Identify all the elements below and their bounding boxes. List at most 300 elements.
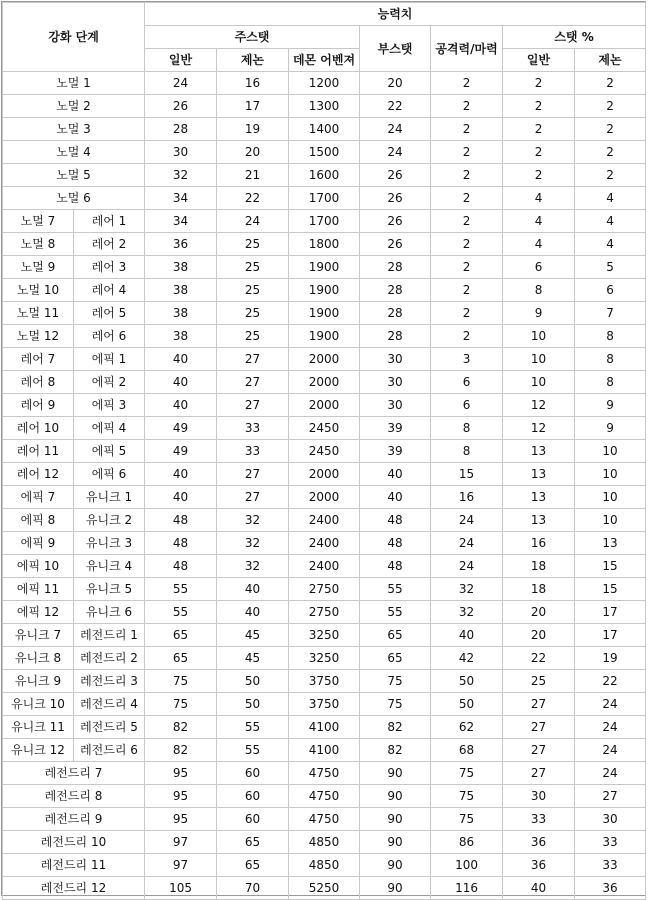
value-cell-main-da: 3750 (289, 693, 360, 716)
value-cell-sub: 40 (360, 463, 431, 486)
value-cell-main-da: 2450 (289, 417, 360, 440)
value-cell-main-xenon: 24 (217, 210, 289, 233)
table-row (3, 348, 646, 371)
value-cell-main-da: 1700 (289, 187, 360, 210)
value-cell-main-xenon: 50 (217, 693, 289, 716)
value-cell-atk: 116 (431, 877, 503, 900)
value-cell-main-xenon: 16 (217, 72, 289, 95)
value-cell-main-da: 1500 (289, 141, 360, 164)
value-cell-main-xenon: 60 (217, 762, 289, 785)
value-cell-main-da: 2000 (289, 371, 360, 394)
value-cell-atk: 50 (431, 693, 503, 716)
value-cell-sub: 90 (360, 762, 431, 785)
value-cell-main-normal: 49 (145, 440, 217, 463)
header-main-stat: 주스탯 (145, 26, 360, 49)
stage-to-cell: 에픽 5 (74, 440, 145, 463)
stage-from-cell: 레어 7 (3, 348, 74, 371)
value-cell-atk: 2 (431, 164, 503, 187)
value-cell-main-normal: 34 (145, 210, 217, 233)
table-row (3, 302, 646, 325)
stage-to-cell: 유니크 1 (74, 486, 145, 509)
value-cell-main-da: 4850 (289, 831, 360, 854)
value-cell-main-xenon: 17 (217, 95, 289, 118)
value-cell-pct-xenon: 10 (575, 440, 646, 463)
stage-to-cell: 레전드리 5 (74, 716, 145, 739)
stage-cell: 레전드리 7 (3, 762, 145, 785)
stage-from-cell: 레어 12 (3, 463, 74, 486)
value-cell-atk: 6 (431, 371, 503, 394)
stage-from-cell: 에픽 7 (3, 486, 74, 509)
value-cell-main-xenon: 27 (217, 463, 289, 486)
value-cell-main-xenon: 50 (217, 670, 289, 693)
value-cell-pct-xenon: 4 (575, 210, 646, 233)
value-cell-atk: 2 (431, 210, 503, 233)
value-cell-atk: 100 (431, 854, 503, 877)
value-cell-main-da: 4750 (289, 785, 360, 808)
value-cell-sub: 26 (360, 210, 431, 233)
stage-to-cell: 유니크 6 (74, 601, 145, 624)
value-cell-sub: 55 (360, 601, 431, 624)
value-cell-main-normal: 40 (145, 348, 217, 371)
value-cell-main-normal: 48 (145, 509, 217, 532)
value-cell-atk: 2 (431, 325, 503, 348)
value-cell-pct-normal: 16 (503, 532, 575, 555)
value-cell-main-normal: 65 (145, 624, 217, 647)
value-cell-atk: 75 (431, 785, 503, 808)
stage-to-cell: 레전드리 6 (74, 739, 145, 762)
value-cell-main-xenon: 25 (217, 256, 289, 279)
value-cell-main-normal: 34 (145, 187, 217, 210)
value-cell-main-normal: 97 (145, 854, 217, 877)
value-cell-main-da: 4750 (289, 762, 360, 785)
table-row (3, 762, 646, 785)
table-row (3, 440, 646, 463)
stage-to-cell: 레어 4 (74, 279, 145, 302)
value-cell-main-xenon: 40 (217, 601, 289, 624)
value-cell-main-da: 1300 (289, 95, 360, 118)
value-cell-pct-normal: 2 (503, 141, 575, 164)
value-cell-pct-normal: 33 (503, 808, 575, 831)
value-cell-main-normal: 30 (145, 141, 217, 164)
value-cell-sub: 28 (360, 302, 431, 325)
value-cell-main-da: 2000 (289, 486, 360, 509)
value-cell-main-da: 4750 (289, 808, 360, 831)
table-row (3, 739, 646, 762)
value-cell-main-xenon: 55 (217, 716, 289, 739)
value-cell-main-xenon: 25 (217, 233, 289, 256)
value-cell-pct-xenon: 4 (575, 187, 646, 210)
value-cell-main-normal: 97 (145, 831, 217, 854)
value-cell-sub: 39 (360, 417, 431, 440)
stage-from-cell: 유니크 12 (3, 739, 74, 762)
table-row (3, 785, 646, 808)
value-cell-pct-xenon: 2 (575, 118, 646, 141)
table-row (3, 601, 646, 624)
value-cell-pct-xenon: 36 (575, 877, 646, 900)
stage-from-cell: 노멀 12 (3, 325, 74, 348)
value-cell-main-xenon: 20 (217, 141, 289, 164)
value-cell-pct-xenon: 27 (575, 785, 646, 808)
value-cell-pct-normal: 36 (503, 831, 575, 854)
table-row (3, 647, 646, 670)
value-cell-pct-normal: 13 (503, 463, 575, 486)
value-cell-pct-xenon: 24 (575, 693, 646, 716)
stage-cell: 노멀 3 (3, 118, 145, 141)
value-cell-main-normal: 82 (145, 716, 217, 739)
value-cell-pct-normal: 2 (503, 164, 575, 187)
table-row (3, 670, 646, 693)
value-cell-main-xenon: 25 (217, 302, 289, 325)
value-cell-pct-xenon: 33 (575, 854, 646, 877)
table-row (3, 141, 646, 164)
stage-cell: 레전드리 12 (3, 877, 145, 900)
header-stat-pct: 스탯 % (503, 26, 646, 49)
stage-from-cell: 에픽 9 (3, 532, 74, 555)
value-cell-main-da: 3250 (289, 647, 360, 670)
value-cell-pct-normal: 18 (503, 555, 575, 578)
table-row (3, 256, 646, 279)
value-cell-pct-normal: 2 (503, 118, 575, 141)
value-cell-atk: 24 (431, 555, 503, 578)
value-cell-pct-normal: 36 (503, 854, 575, 877)
value-cell-main-xenon: 25 (217, 279, 289, 302)
stage-to-cell: 에픽 2 (74, 371, 145, 394)
value-cell-main-da: 1900 (289, 279, 360, 302)
value-cell-atk: 2 (431, 141, 503, 164)
stage-to-cell: 에픽 6 (74, 463, 145, 486)
value-cell-sub: 90 (360, 877, 431, 900)
value-cell-sub: 22 (360, 95, 431, 118)
value-cell-main-xenon: 70 (217, 877, 289, 900)
value-cell-pct-xenon: 13 (575, 532, 646, 555)
value-cell-pct-normal: 10 (503, 371, 575, 394)
value-cell-atk: 6 (431, 394, 503, 417)
header-main-xenon: 제논 (217, 49, 289, 72)
stage-from-cell: 노멀 7 (3, 210, 74, 233)
value-cell-main-normal: 40 (145, 486, 217, 509)
value-cell-pct-normal: 20 (503, 624, 575, 647)
value-cell-sub: 24 (360, 141, 431, 164)
value-cell-atk: 15 (431, 463, 503, 486)
header-main-normal: 일반 (145, 49, 217, 72)
value-cell-sub: 28 (360, 279, 431, 302)
value-cell-sub: 30 (360, 394, 431, 417)
value-cell-sub: 28 (360, 325, 431, 348)
value-cell-atk: 2 (431, 279, 503, 302)
value-cell-pct-normal: 9 (503, 302, 575, 325)
value-cell-pct-xenon: 2 (575, 95, 646, 118)
value-cell-main-normal: 75 (145, 693, 217, 716)
value-cell-pct-xenon: 17 (575, 624, 646, 647)
value-cell-pct-normal: 27 (503, 716, 575, 739)
value-cell-main-da: 2400 (289, 532, 360, 555)
stage-cell: 노멀 1 (3, 72, 145, 95)
value-cell-sub: 48 (360, 509, 431, 532)
value-cell-pct-normal: 10 (503, 348, 575, 371)
value-cell-main-normal: 55 (145, 578, 217, 601)
value-cell-main-normal: 105 (145, 877, 217, 900)
value-cell-atk: 2 (431, 118, 503, 141)
table-row (3, 394, 646, 417)
stage-from-cell: 유니크 10 (3, 693, 74, 716)
header-pct-normal: 일반 (503, 49, 575, 72)
value-cell-sub: 82 (360, 739, 431, 762)
value-cell-main-da: 4100 (289, 739, 360, 762)
value-cell-pct-normal: 27 (503, 693, 575, 716)
stage-cell: 레전드리 9 (3, 808, 145, 831)
value-cell-atk: 32 (431, 601, 503, 624)
value-cell-main-xenon: 27 (217, 394, 289, 417)
value-cell-pct-xenon: 2 (575, 164, 646, 187)
stage-from-cell: 레어 10 (3, 417, 74, 440)
stage-cell: 노멀 5 (3, 164, 145, 187)
stage-from-cell: 유니크 9 (3, 670, 74, 693)
value-cell-pct-xenon: 7 (575, 302, 646, 325)
value-cell-main-da: 2450 (289, 440, 360, 463)
header-atk-mag: 공격력/마력 (431, 26, 503, 72)
value-cell-main-xenon: 65 (217, 854, 289, 877)
header-ability: 능력치 (145, 3, 646, 26)
value-cell-sub: 90 (360, 785, 431, 808)
stage-to-cell: 에픽 3 (74, 394, 145, 417)
value-cell-atk: 2 (431, 302, 503, 325)
value-cell-main-xenon: 33 (217, 417, 289, 440)
value-cell-main-normal: 65 (145, 647, 217, 670)
table-row (3, 532, 646, 555)
stage-from-cell: 레어 9 (3, 394, 74, 417)
value-cell-sub: 39 (360, 440, 431, 463)
value-cell-main-normal: 95 (145, 785, 217, 808)
stage-to-cell: 유니크 3 (74, 532, 145, 555)
table-row (3, 72, 646, 95)
value-cell-sub: 48 (360, 555, 431, 578)
value-cell-pct-xenon: 30 (575, 808, 646, 831)
value-cell-main-da: 2000 (289, 394, 360, 417)
stage-cell: 노멀 4 (3, 141, 145, 164)
value-cell-pct-xenon: 15 (575, 555, 646, 578)
value-cell-pct-xenon: 24 (575, 716, 646, 739)
value-cell-pct-normal: 4 (503, 187, 575, 210)
value-cell-sub: 30 (360, 348, 431, 371)
table-row (3, 578, 646, 601)
value-cell-main-normal: 38 (145, 325, 217, 348)
value-cell-pct-xenon: 6 (575, 279, 646, 302)
value-cell-main-xenon: 32 (217, 509, 289, 532)
table-row (3, 624, 646, 647)
value-cell-main-da: 1700 (289, 210, 360, 233)
value-cell-sub: 55 (360, 578, 431, 601)
value-cell-atk: 50 (431, 670, 503, 693)
table-row (3, 463, 646, 486)
value-cell-sub: 26 (360, 233, 431, 256)
value-cell-sub: 20 (360, 72, 431, 95)
stage-to-cell: 레전드리 1 (74, 624, 145, 647)
stage-from-cell: 에픽 10 (3, 555, 74, 578)
value-cell-main-da: 2400 (289, 555, 360, 578)
table-row (3, 164, 646, 187)
value-cell-sub: 65 (360, 624, 431, 647)
value-cell-main-da: 2000 (289, 348, 360, 371)
value-cell-pct-normal: 4 (503, 233, 575, 256)
value-cell-pct-normal: 27 (503, 739, 575, 762)
value-cell-pct-normal: 22 (503, 647, 575, 670)
value-cell-pct-xenon: 22 (575, 670, 646, 693)
value-cell-atk: 68 (431, 739, 503, 762)
value-cell-main-da: 4100 (289, 716, 360, 739)
value-cell-pct-normal: 6 (503, 256, 575, 279)
value-cell-pct-xenon: 2 (575, 141, 646, 164)
value-cell-atk: 75 (431, 762, 503, 785)
value-cell-main-da: 1900 (289, 325, 360, 348)
value-cell-pct-xenon: 33 (575, 831, 646, 854)
value-cell-pct-xenon: 15 (575, 578, 646, 601)
value-cell-sub: 90 (360, 808, 431, 831)
stage-to-cell: 레어 5 (74, 302, 145, 325)
value-cell-main-normal: 48 (145, 555, 217, 578)
value-cell-pct-xenon: 2 (575, 72, 646, 95)
value-cell-main-da: 2750 (289, 601, 360, 624)
value-cell-main-xenon: 27 (217, 371, 289, 394)
value-cell-main-normal: 49 (145, 417, 217, 440)
value-cell-pct-normal: 20 (503, 601, 575, 624)
value-cell-atk: 86 (431, 831, 503, 854)
value-cell-atk: 8 (431, 440, 503, 463)
value-cell-pct-normal: 12 (503, 394, 575, 417)
value-cell-main-normal: 40 (145, 371, 217, 394)
value-cell-pct-xenon: 24 (575, 739, 646, 762)
table-row (3, 95, 646, 118)
value-cell-pct-normal: 2 (503, 95, 575, 118)
value-cell-main-normal: 95 (145, 762, 217, 785)
value-cell-main-xenon: 19 (217, 118, 289, 141)
value-cell-atk: 32 (431, 578, 503, 601)
value-cell-atk: 8 (431, 417, 503, 440)
value-cell-atk: 62 (431, 716, 503, 739)
table-row (3, 187, 646, 210)
stage-from-cell: 노멀 9 (3, 256, 74, 279)
value-cell-main-da: 1900 (289, 256, 360, 279)
value-cell-main-da: 1400 (289, 118, 360, 141)
table-row (3, 555, 646, 578)
table-row (3, 417, 646, 440)
value-cell-pct-xenon: 8 (575, 348, 646, 371)
value-cell-atk: 24 (431, 509, 503, 532)
table-row (3, 808, 646, 831)
value-cell-pct-xenon: 17 (575, 601, 646, 624)
value-cell-main-xenon: 55 (217, 739, 289, 762)
value-cell-pct-normal: 13 (503, 440, 575, 463)
value-cell-pct-xenon: 8 (575, 371, 646, 394)
stage-to-cell: 레전드리 4 (74, 693, 145, 716)
value-cell-sub: 75 (360, 670, 431, 693)
value-cell-main-xenon: 45 (217, 624, 289, 647)
stage-from-cell: 노멀 10 (3, 279, 74, 302)
table-row (3, 210, 646, 233)
value-cell-sub: 30 (360, 371, 431, 394)
stage-to-cell: 레전드리 2 (74, 647, 145, 670)
value-cell-pct-normal: 2 (503, 72, 575, 95)
value-cell-main-xenon: 21 (217, 164, 289, 187)
value-cell-main-xenon: 25 (217, 325, 289, 348)
stage-to-cell: 유니크 5 (74, 578, 145, 601)
value-cell-pct-xenon: 19 (575, 647, 646, 670)
value-cell-main-normal: 95 (145, 808, 217, 831)
value-cell-main-xenon: 22 (217, 187, 289, 210)
value-cell-pct-normal: 27 (503, 762, 575, 785)
value-cell-pct-xenon: 24 (575, 762, 646, 785)
value-cell-pct-normal: 4 (503, 210, 575, 233)
stage-from-cell: 레어 11 (3, 440, 74, 463)
value-cell-pct-xenon: 5 (575, 256, 646, 279)
value-cell-main-normal: 38 (145, 256, 217, 279)
stage-cell: 레전드리 10 (3, 831, 145, 854)
stage-from-cell: 에픽 12 (3, 601, 74, 624)
table-row (3, 233, 646, 256)
value-cell-pct-xenon: 10 (575, 463, 646, 486)
stage-to-cell: 레어 2 (74, 233, 145, 256)
header-main-demon-avenger: 데몬 어벤져 (289, 49, 360, 72)
table-row (3, 509, 646, 532)
value-cell-sub: 40 (360, 486, 431, 509)
value-cell-atk: 2 (431, 233, 503, 256)
value-cell-atk: 3 (431, 348, 503, 371)
value-cell-main-xenon: 45 (217, 647, 289, 670)
value-cell-main-normal: 82 (145, 739, 217, 762)
stage-to-cell: 레전드리 3 (74, 670, 145, 693)
table-row (3, 831, 646, 854)
value-cell-sub: 82 (360, 716, 431, 739)
value-cell-pct-normal: 13 (503, 486, 575, 509)
value-cell-sub: 65 (360, 647, 431, 670)
value-cell-main-normal: 40 (145, 394, 217, 417)
value-cell-main-da: 1200 (289, 72, 360, 95)
value-cell-pct-normal: 8 (503, 279, 575, 302)
value-cell-main-da: 3750 (289, 670, 360, 693)
value-cell-sub: 28 (360, 256, 431, 279)
stage-to-cell: 에픽 4 (74, 417, 145, 440)
stage-to-cell: 유니크 2 (74, 509, 145, 532)
header-sub-stat: 부스탯 (360, 26, 431, 72)
stage-from-cell: 노멀 8 (3, 233, 74, 256)
table-row (3, 371, 646, 394)
value-cell-main-normal: 55 (145, 601, 217, 624)
value-cell-main-normal: 40 (145, 463, 217, 486)
value-cell-sub: 75 (360, 693, 431, 716)
value-cell-sub: 90 (360, 854, 431, 877)
value-cell-sub: 48 (360, 532, 431, 555)
table-row (3, 854, 646, 877)
value-cell-main-normal: 32 (145, 164, 217, 187)
value-cell-main-normal: 75 (145, 670, 217, 693)
value-cell-main-xenon: 65 (217, 831, 289, 854)
value-cell-pct-normal: 13 (503, 509, 575, 532)
value-cell-sub: 24 (360, 118, 431, 141)
value-cell-main-normal: 26 (145, 95, 217, 118)
stage-to-cell: 레어 6 (74, 325, 145, 348)
value-cell-main-da: 3250 (289, 624, 360, 647)
stage-cell: 노멀 6 (3, 187, 145, 210)
table-row (3, 877, 646, 900)
value-cell-atk: 2 (431, 187, 503, 210)
value-cell-sub: 90 (360, 831, 431, 854)
value-cell-pct-normal: 40 (503, 877, 575, 900)
value-cell-main-xenon: 40 (217, 578, 289, 601)
stage-from-cell: 노멀 11 (3, 302, 74, 325)
value-cell-pct-xenon: 9 (575, 394, 646, 417)
stage-from-cell: 유니크 8 (3, 647, 74, 670)
stage-to-cell: 레어 1 (74, 210, 145, 233)
value-cell-main-normal: 38 (145, 302, 217, 325)
